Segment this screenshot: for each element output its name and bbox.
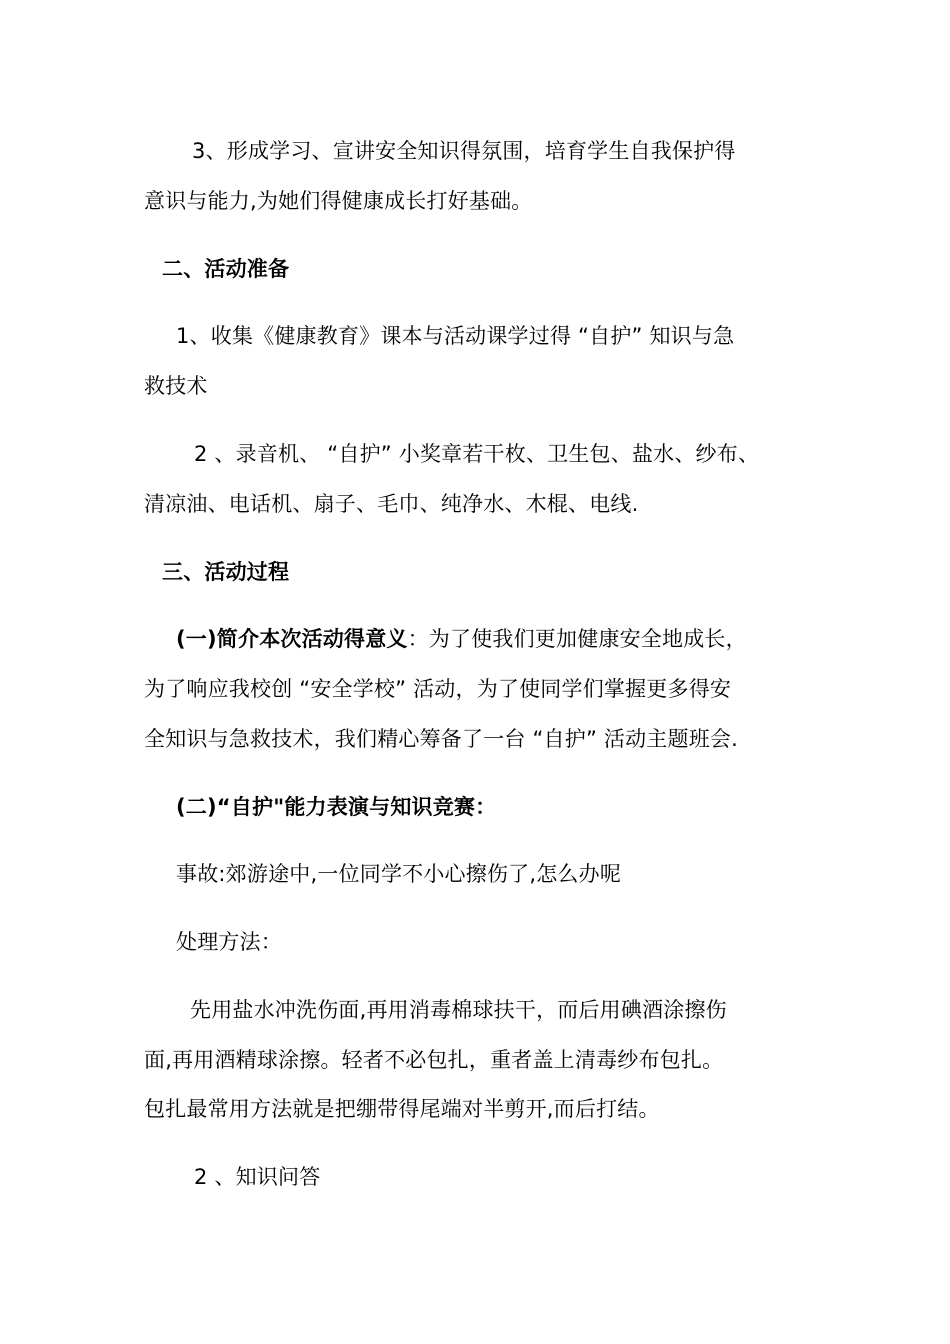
section-heading-preparation: 二、活动准备 — [162, 257, 290, 281]
paragraph-intro-line-1 — [176, 624, 747, 654]
paragraph-method-line-3: 包扎最常用方法就是把绷带得尾端对半剪开,而后打结。 — [144, 1097, 660, 1121]
paragraph-prep-2-line-2: 清凉油、电话机、扇子、毛巾、纯净水、木棍、电线. — [144, 492, 639, 516]
paragraph-prep-1-line-2: 救技术 — [144, 374, 208, 398]
paragraph-intro-line-2: 为了响应我校创 “安全学校” 活动，为了使同学们掌握更多得安 — [144, 677, 732, 701]
paragraph-intro-lead: (一)简介本次活动得意义 — [176, 627, 408, 651]
paragraph-intro-line-1-text: ：为了使我们更加健康安全地成长， — [407, 627, 747, 651]
paragraph-method-line-1: 先用盐水冲洗伤面,再用消毒棉球扶干，而后用碘酒涂擦伤 — [190, 998, 727, 1022]
paragraph-intro-line-3: 全知识与急救技术，我们精心筹备了一台 “自护” 活动主题班会. — [144, 727, 738, 751]
paragraph-method-line-2: 面,再用酒精球涂擦。轻者不必包扎，重者盖上清毒纱布包扎。 — [144, 1048, 724, 1072]
paragraph-goal-3-line-2: 意识与能力,为她们得健康成长打好基础。 — [144, 189, 533, 213]
paragraph-prep-1-line-1: 1、收集《健康教育》课本与活动课学过得 “自护” 知识与急 — [176, 324, 735, 348]
paragraph-accident: 事故:郊游途中,一位同学不小心擦伤了,怎么办呢 — [176, 862, 622, 886]
section-heading-process: 三、活动过程 — [162, 560, 290, 584]
paragraph-quiz: 2 、知识问答 — [194, 1165, 321, 1189]
paragraph-method-label: 处理方法： — [176, 930, 282, 954]
paragraph-goal-3-line-1: 3、形成学习、宣讲安全知识得氛围，培育学生自我保护得 — [192, 139, 736, 163]
paragraph-prep-2-line-1: 2 、录音机、 “自护” 小奖章若干枚、卫生包、盐水、纱布、 — [194, 442, 760, 466]
subsection-heading-performance: (二)“自护"能力表演与知识竞赛： — [176, 795, 497, 819]
